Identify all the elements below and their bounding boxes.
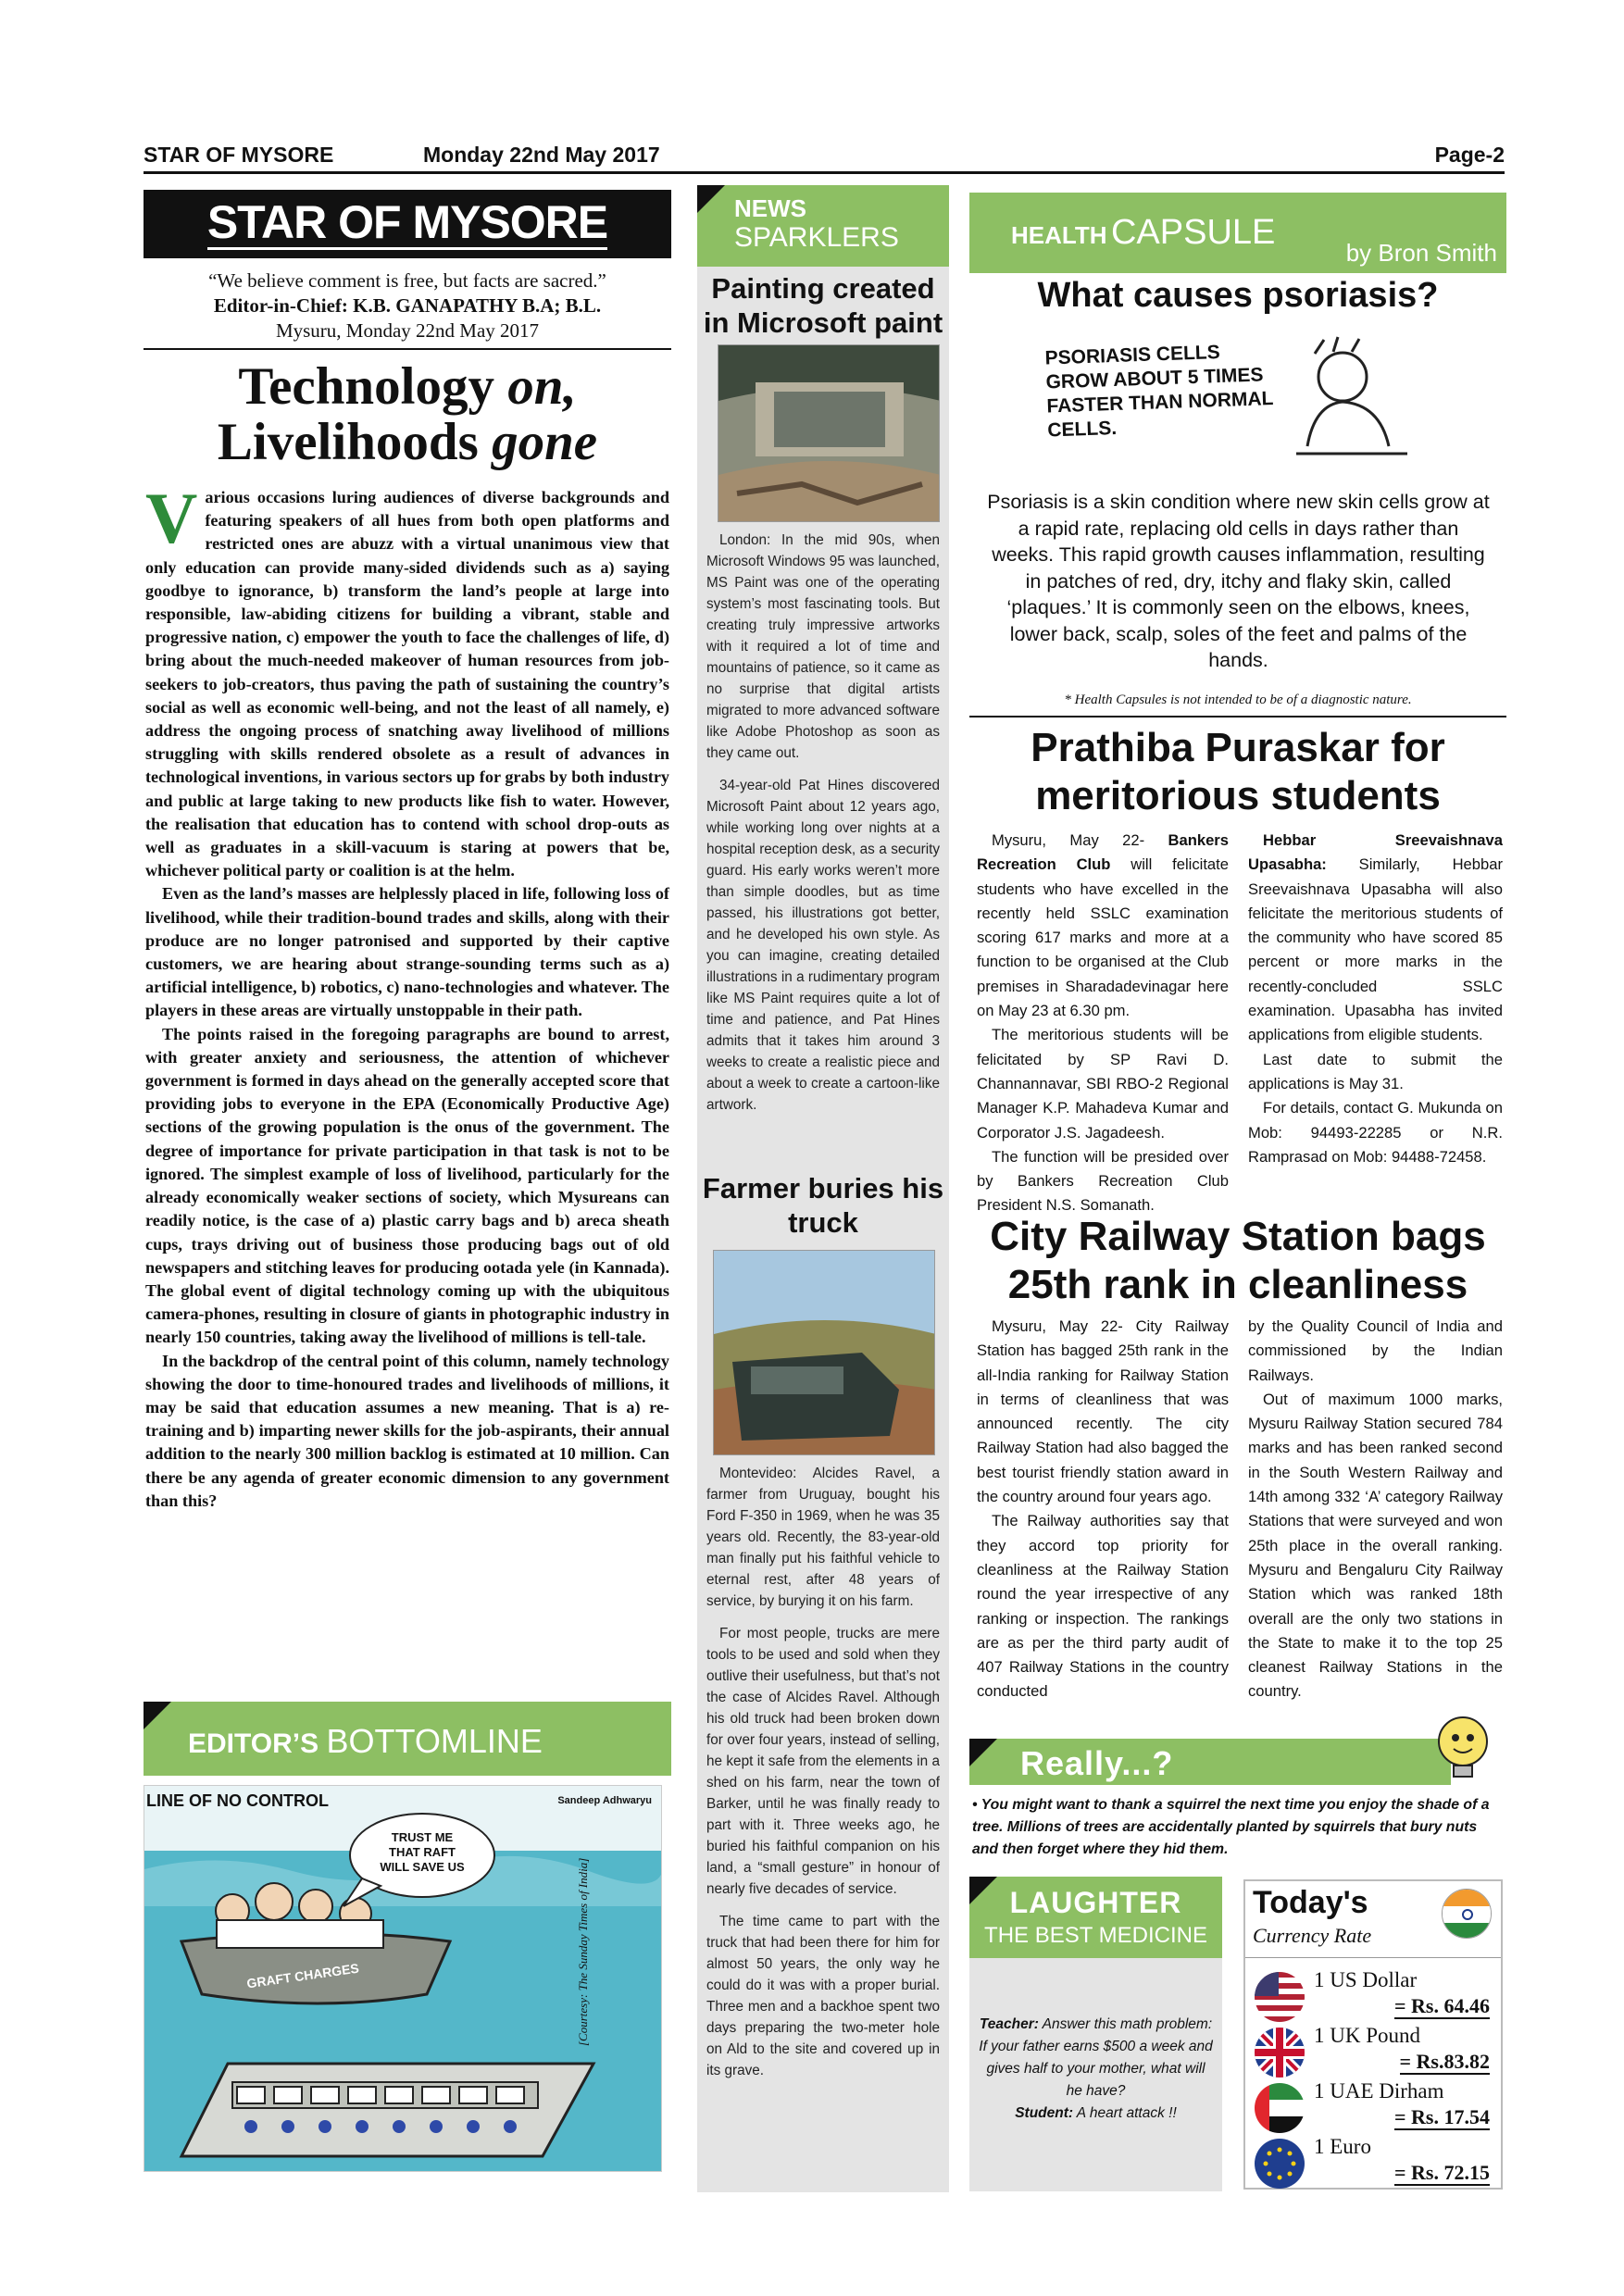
health-note: * Health Capsules is not intended to be of a diagnostic nature. (1064, 693, 1412, 707)
byline: by Bron Smith (1345, 239, 1497, 267)
editor-line: Editor-in-Chief: K.B. GANAPATHY B.A; B.L. (213, 294, 602, 317)
editorial-paragraph: In the backdrop of the central point of this column, namely technology showing the door to time-honoured trades and livelihoods of millions, it may be said that education assumes a new meaning. That is a) re-training and b) imparting newer skills for the job-aspirants, their annual addition to the nearly 300 million backlog is estimated at 10 million. Can there be any agenda of greater economic dimension to any government than this? (145, 1351, 669, 1510)
lightbulb-icon (1426, 1708, 1500, 1782)
lead: Mysuru, May 22- (992, 831, 1168, 849)
student-line: A heart attack !! (1073, 2105, 1177, 2121)
story-paragraph: London: In the mid 90s, when Microsoft Windows 95 was launched, MS Paint was one of the operating system’s most fascinating tools. But creating truly impressive artworks with it required a lot of time and mountains of patience, so it came as no surprise that digital artists migrated to more advanced software like Adobe Photoshop as soon as they came out. (706, 532, 940, 761)
paragraph-text: Out of maximum 1000 marks, Mysuru Railway Station secured 784 marks and has been ranked second in the South Western Railway and 14th among 332 ‘A’ category Railway Stations that were surveyed and won 25th place in the overall ranking. Mysuru and Bengaluru City Railway Station which was ranked 18th overall are the only two stations in the State to make it to the top 25 cleanest Railway Stations in the country. (1248, 1390, 1503, 1701)
prathiba-left-column (977, 829, 1229, 1218)
section-label: BOTTOMLINE (326, 1722, 543, 1760)
section-label-bold: NEWS (734, 194, 806, 222)
paragraph-text: The meritorious students will be felicitated by SP Ravi D. Channannavar, SBI RBO-2 Regional Manager K.P. Mahadeva Kumar and Corporator J.S. Jagadeesh. (977, 1026, 1229, 1142)
section-label: Really...? (1020, 1744, 1174, 1782)
psoriasis-cartoon (1037, 335, 1435, 455)
editorial-headline (144, 359, 671, 470)
health-body: Psoriasis is a skin condition where new skin cells grow at a rapid rate, replacing old cells in days rather than weeks. This rapid growth causes inflammation, resulting in patches of red, dry, itchy and flaky skin, called ‘plaques.’ It is commonly seen on the elbows, knees, lower back, scalp, soles of the feet and palms of the hands. (987, 491, 1490, 671)
running-header (144, 141, 1505, 174)
editorial-paragraph: arious occasions luring audiences of diverse backgrounds and featuring speakers of all hues from both open platforms and restricted ones are abuzz with a virtual unanimous view that only education can provide many-sided dividends such as a) saying goodbye to ignorance, b) transform the land’s people at large into responsible, law-abiding citizens for building a vibrant, stable and progressive nation, c) empower the youth to face the challenges of life, d) bring about the much-needed makeover of human resources from job-seekers to job-creators, thus paving the path of sustaining the country’s social as well as economic well-being, and not the least of all namely, e) address the ongoing process of snatching away livelihood of millions struggling with skills rendered obsolete as a result of advances in technological inventions, in various sectors up for grabs by both industry and public at large taking to new products like fish to water. However, the realisation that education has to contend with school drop-outs as well as graduates in a skill-vacuum is staring at powers that be, whichever political party or coalition is at the helm. (145, 488, 669, 880)
truck-illustration (714, 1251, 935, 1455)
issue-date: Monday 22nd May 2017 (423, 143, 660, 167)
prathiba-right-column (1248, 829, 1503, 1169)
railway-headline: City Railway Station bags 25th rank in cleanliness (990, 1214, 1486, 1307)
teacher-label: Teacher: (979, 2016, 1039, 2032)
currency-row (1255, 2079, 1497, 2133)
bottomline-bar (144, 1702, 671, 1776)
page-number: Page-2 (1434, 143, 1505, 167)
corner-mark (144, 1702, 171, 1729)
drop-cap: V (145, 478, 198, 558)
editorial-paragraph: Even as the land’s masses are helplessly placed in life, following loss of livelihood, while their tradition-bound trades and skills, along with their produce are no longer patronised and supported by their captive customers, we are hearing about strange-sounding terms such as a) artificial intelligence, b) robotics, c) nano-technologies and whatever. The players in these areas are virtually unstoppable in their path. (145, 884, 669, 1020)
paragraph-text: Last date to submit the applications is May 31. (1248, 1050, 1503, 1092)
rate-value: = Rs. 17.54 (1394, 2105, 1490, 2128)
cartoon-credit: [Courtesy: The Sunday Times of India] (576, 1857, 590, 2046)
motto: “We believe comment is free, but facts are sacred.” (208, 269, 606, 292)
currency-title: Today's (1253, 1885, 1368, 1920)
corner-mark (697, 185, 725, 213)
editorial-body (145, 478, 669, 1513)
divider (1245, 1957, 1501, 1958)
health-title: What causes psoriasis? (1037, 276, 1439, 315)
currency-name: 1 Euro (1314, 2135, 1371, 2158)
headline-part: Livelihoods (217, 413, 493, 471)
dateline: Mysuru, Monday 22nd May 2017 (275, 319, 540, 342)
story-title: Farmer buries his truck (702, 1172, 944, 1239)
cartoon-title: LINE OF NO CONTROL (146, 1791, 329, 1810)
currency-rate (1400, 2050, 1491, 2074)
us-flag-icon (1255, 1972, 1305, 2022)
headline-italic: gone (492, 413, 598, 471)
currency-row (1255, 2135, 1497, 2189)
currency-rate (1394, 1994, 1490, 2018)
masthead (144, 190, 671, 258)
boat-label: GRAFT CHARGES (245, 1960, 360, 1991)
story-paragraph: The time came to part with the truck that had been there for him for almost 50 years, the only way he could do it was with a proper burial. Three men and a backhoe spent two days preparing the two-meter hole on Ald to the site and covered up in its grave. (706, 1914, 940, 2078)
cartoon-caption: PSORIASIS CELLS GROW ABOUT 5 TIMES FASTER THAN NORMAL CELLS. (1044, 341, 1274, 442)
org-name: Bankers Recreation Club (977, 831, 1229, 874)
section-label-bold: LAUGHTER (1009, 1886, 1182, 1919)
artwork-illustration (718, 345, 940, 522)
currency-rate (1394, 2161, 1490, 2185)
currency-subtitle: Currency Rate (1253, 1924, 1372, 1947)
section-label: CAPSULE (1110, 213, 1276, 252)
masthead-title: STAR OF MYSORE (206, 196, 608, 248)
railway-left-column (977, 1315, 1229, 1704)
story-title: Painting created in Microsoft paint (703, 272, 943, 339)
uk-flag-icon (1255, 2028, 1305, 2078)
section-label: SPARKLERS (734, 222, 899, 253)
railway-right-column (1248, 1315, 1503, 1704)
story-paragraph: For most people, trucks are mere tools to be used and sold when they outlive their usefulness, but that’s not the case of Alcides Ravel. Although his old truck had been broken down for over four years, instead of selling, he kept it safe from the elements in a shed on his farm, near the town of Barker, until he was finally ready to part with it. Three weeks ago, he buried his faithful companion on his land, a “small gesture” in honour of nearly five decades of service. (706, 1626, 940, 1897)
cartoonist: Sandeep Adhwaryu (557, 1795, 652, 1806)
story-paragraph: 34-year-old Pat Hines discovered Microsoft Paint about 12 years ago, while working long over nights at a hospital reception desk, as a security guard. His early works weren’t more than simple doodles, but as time passed, his illustrations got better, and he developed his own style. As you can imagine, creating detailed illustrations in a rudimentary program like MS Paint requires quite a lot of time and patience, and Pat Hines admits that it takes him around 3 weeks to create a realistic piece and about a week to create a cartoon-like artwork. (706, 778, 940, 1113)
section-label-bold: HEALTH (1011, 221, 1107, 249)
student-label: Student: (1015, 2105, 1074, 2121)
headline-part: Technology (238, 357, 508, 416)
currency-box (1243, 1879, 1503, 2190)
joke-text (979, 2014, 1213, 2125)
paragraph-text: will felicitate students who have excelled in the recently held SSLC examination scoring 617 marks and more at a function to be organised at the Club premises in Sharadadevinagar here on May 23 at 6.30 pm. (977, 855, 1229, 1020)
paragraph-text: The Railway authorities say that they accord top priority for cleanliness at the Railway Station round the year irrespective of any ranking or inspection. The rankings are as per the third party audit of 407 Railway Stations in the country conducted (977, 1512, 1229, 1701)
currency-rate (1394, 2105, 1490, 2129)
currency-row (1255, 2024, 1497, 2078)
really-bar (969, 1739, 1451, 1785)
laughter-bar (969, 1877, 1222, 1958)
section-label-bold: EDITOR’S (188, 1728, 319, 1759)
currency-name: 1 UK Pound (1314, 2024, 1421, 2047)
paragraph-text: Similarly, Hebbar Sreevaishnava Upasabha will also felicitate the meritorious students of the community who have scored 85 percent or more marks in the recently-concluded SSLC examination. Upasabha has invited applications from eligible students. (1248, 855, 1503, 1044)
prathiba-headline: Prathiba Puraskar for meritorious students (1031, 725, 1445, 818)
paragraph-text: For details, contact G. Mukunda on Mob: 94493-22285 or N.R. Ramprasad on Mob: 94488-72458. (1248, 1099, 1503, 1166)
paper-name: STAR OF MYSORE (144, 143, 334, 167)
org-name: Hebbar Sreevaishnava Upasabha: (1248, 831, 1503, 874)
corner-mark (969, 1739, 997, 1766)
speech-bubble: TRUST ME THAT RAFT WILL SAVE US (380, 1830, 465, 1874)
divider (144, 348, 671, 350)
teacher-line: Answer this math problem: If your father earns $500 a week and gives half to your mother, what will he have? (979, 2016, 1213, 2099)
headline-italic: on, (507, 357, 577, 416)
paragraph-text: The function will be presided over by Bankers Recreation Club President N.S. Somanath. (977, 1147, 1229, 1215)
uae-flag-icon (1255, 2083, 1305, 2133)
rate-value: = Rs. 72.15 (1394, 2161, 1490, 2184)
story-paragraph: Montevideo: Alcides Ravel, a farmer from Uruguay, bought his Ford F-350 in 1969, when he was 35 years old. Recently, the 83-year-old man finally put his faithful vehicle to eternal rest, after 48 years of service, by burying it on his farm. (706, 1466, 940, 1609)
health-capsule-bar (969, 193, 1506, 273)
section-label: THE BEST MEDICINE (984, 1923, 1207, 1948)
rate-value: = Rs.83.82 (1399, 2050, 1490, 2073)
news-sparklers-bar (697, 185, 949, 267)
buried-truck-photo (713, 1250, 935, 1455)
really-fact: • You might want to thank a squirrel the next time you enjoy the shade of a tree. Millions of trees are accidentally planted by squirrels that bury nuts and then forget where they hid them. (972, 1797, 1490, 1857)
currency-row (1255, 1968, 1497, 2022)
editorial-paragraph: The points raised in the foregoing paragraphs are bound to arrest, with greater anxiety and seriousness, the attention of whichever government is formed in days ahead on the generally accepted score that providing jobs to everyone in the EPA (Economically Productive Age) sections of the growing population is the onus of the government. The degree of importance for private participation in that task is not to be ignored. The simplest example of loss of livelihood, particularly for the already economically weaker sections of society, which Mysureans can readily notice, is the case of a) plastic carry bags and b) areca sheath cups, trays driving out of business those producing bags out of old newspapers and stitching leaves for producing ootada yele (in Kannada). The global event of digital technology coming up with the ubiquitous camera-phones, resulting in closure of giants in photographic industry in nearly 150 countries, taking away the livelihood of millions is tell-tale. (145, 1024, 669, 1347)
paragraph-text: by the Quality Council of India and commissioned by the Indian Railways. (1248, 1317, 1503, 1384)
story-body (706, 530, 940, 1127)
currency-name: 1 US Dollar (1314, 1968, 1418, 1991)
masthead-info (144, 268, 671, 343)
story-body (706, 1463, 940, 2092)
paragraph-text: Mysuru, May 22- City Railway Station has bagged 25th rank in the all-India ranking for Railway Station in terms of cleanliness that was announced recently. The city Railway Station had also bagged the best tourist friendly station award in the country around four years ago. (977, 1317, 1229, 1506)
eu-flag-icon (1255, 2139, 1305, 2189)
india-flag-icon (1442, 1889, 1492, 1939)
divider (969, 716, 1506, 718)
rate-value: = Rs. 64.46 (1394, 1994, 1490, 2017)
currency-name: 1 UAE Dirham (1314, 2079, 1444, 2103)
ms-paint-artwork (718, 344, 940, 522)
